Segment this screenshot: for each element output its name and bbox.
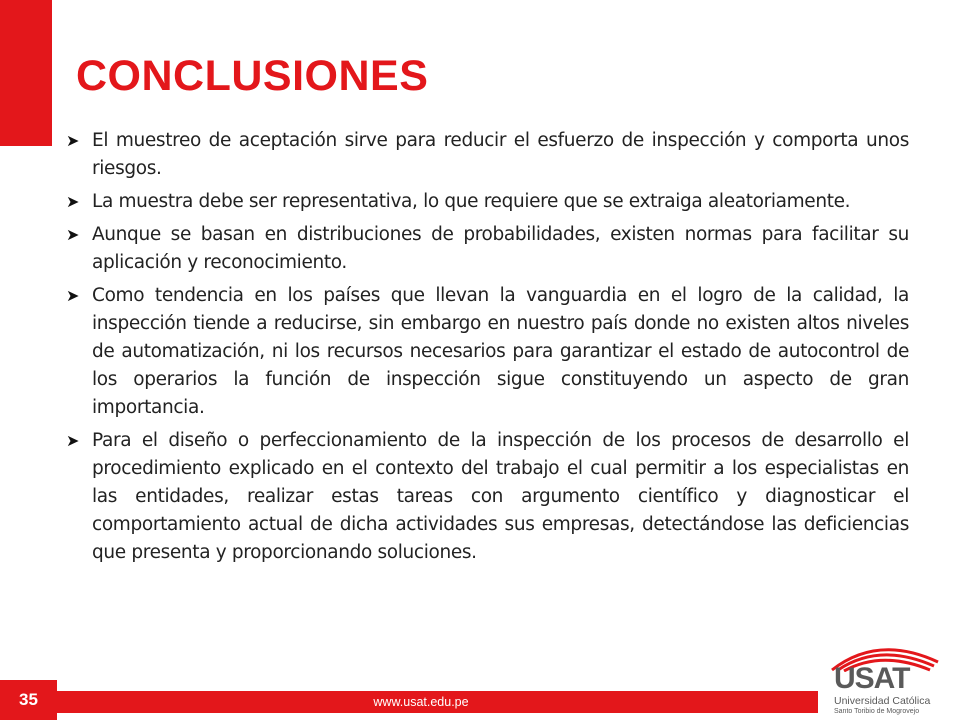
bullet-text: Como tendencia en los países que llevan la vanguardia en el logro de la calidad, la inspección tiende a reducirse, sin embargo en nuestro país donde no existen altos niveles de automatización, ni los recursos necesarios para garantizar el estado de autocontrol de los operarios la función de inspección sigue constituyendo un aspecto de gran importancia. <box>92 285 909 418</box>
arrow-bullet-icon: ➤ <box>66 192 80 211</box>
bullet-text: Aunque se basan en distribuciones de probabilidades, existen normas para facilitar su aplicación y reconocimiento. <box>92 224 909 273</box>
page-number: 35 <box>0 680 57 720</box>
usat-logo <box>826 640 954 718</box>
bullet-text: El muestreo de aceptación sirve para reducir el esfuerzo de inspección y comporta unos riesgos. <box>92 130 909 179</box>
list-item <box>66 221 909 277</box>
logo-wordmark: USAT <box>834 662 910 695</box>
list-item <box>66 127 909 183</box>
footer-url[interactable]: www.usat.edu.pe <box>373 695 469 709</box>
logo-university: Universidad Católica <box>834 695 931 707</box>
list-item <box>66 282 909 422</box>
list-item <box>66 188 909 216</box>
arrow-bullet-icon: ➤ <box>66 286 80 305</box>
bullet-text: Para el diseño o perfeccionamiento de la inspección de los procesos de desarrollo el procedimiento explicado en el contexto del trabajo el cual permitir a los especialistas en las entidades, realizar estas tareas con argumento científico y diagnosticar el comportamiento actual de dicha actividades sus empresas, detectándose las deficiencias que presenta y proporcionando soluciones. <box>92 430 909 563</box>
arrow-bullet-icon: ➤ <box>66 225 80 244</box>
list-item <box>66 427 909 567</box>
bullet-text: La muestra debe ser representativa, lo que requiere que se extraiga aleatoriamente. <box>92 191 851 212</box>
logo-subtitle: Santo Toribio de Mogrovejo <box>834 708 920 715</box>
title-accent-bar <box>0 0 52 146</box>
conclusions-list <box>66 127 909 572</box>
arrow-bullet-icon: ➤ <box>66 131 80 150</box>
arrow-bullet-icon: ➤ <box>66 431 80 450</box>
slide-title: CONCLUSIONES <box>76 52 429 100</box>
